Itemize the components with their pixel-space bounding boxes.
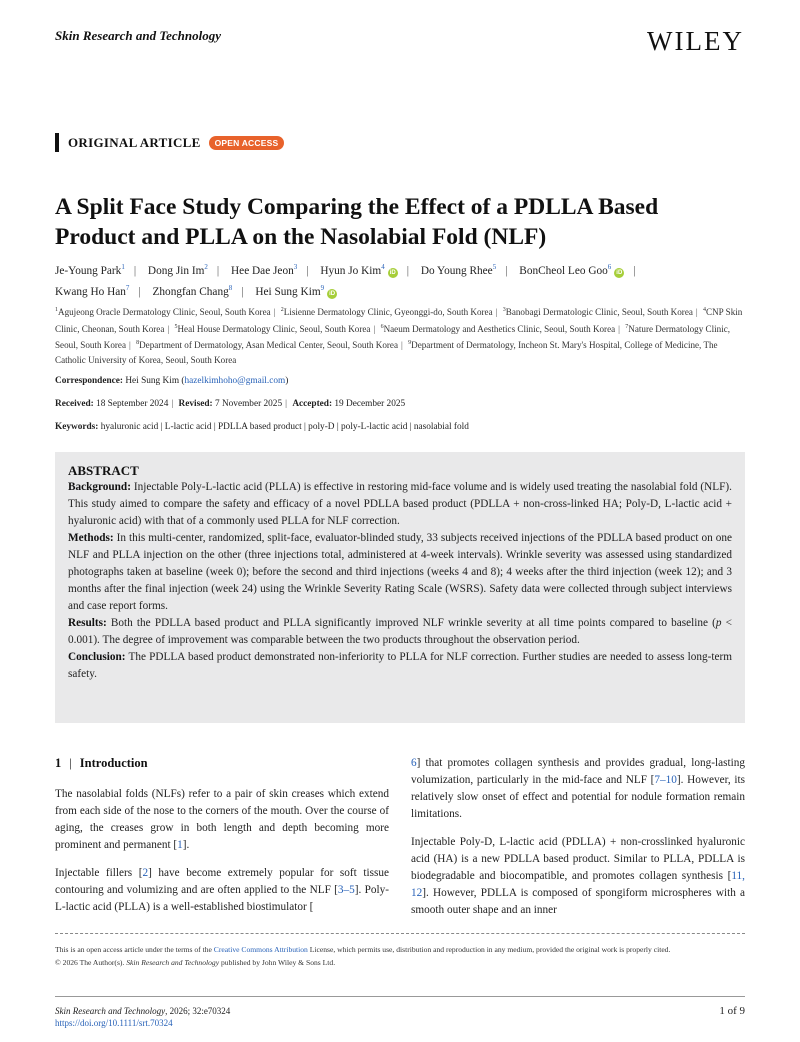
citation-link[interactable]: 2 — [142, 867, 149, 879]
affiliation: $^7$Nature Dermatology Clinic, Seoul, South Korea — [55, 323, 731, 351]
affiliation: $^4$CNP Skin Clinic, Cheonan, South Korea — [55, 307, 743, 334]
author[interactable]: BonCheol Leo Goo$^6$iD — [519, 263, 623, 277]
citation-link[interactable]: 6 — [411, 757, 417, 769]
author[interactable]: Hei Sung Kim$^9$iD — [255, 283, 336, 298]
publisher-logo: WILEY — [647, 26, 744, 56]
affiliation: $^8$Department of Dermatology, Asan Medical Center, Seoul, South Korea — [136, 340, 399, 351]
abstract-background: Background: Injectable Poly-L-lactic acid (PLLA) is effective in restoring mid-face volume and is widely used treating the nasolabial fold (NLF). This study aimed to compare the safety and efficacy of a novel PDLLA based product (PDLLA + non-cross-linked HA; Poly-D, L-lactic acid + hyaluronic acid) with that of a commonly used PLLA for NLF correction. — [68, 481, 732, 527]
citation-info: Skin Research and Technology, 2026; 32:e70324 https://doi.org/10.1111/srt.70324 — [55, 1006, 231, 1028]
abstract-conclusion: Conclusion: The PDLLA based product demonstrated non-inferiority to PLLA for NLF correction. Further studies are needed to assess long-term safety. — [68, 651, 733, 680]
citation-link[interactable]: 7–10 — [654, 774, 677, 786]
email-link[interactable]: hazelkimhoho@gmail.com — [184, 376, 286, 386]
affiliation: $^6$Naeum Dermatology and Aesthetics Clinic, Seoul, South Korea — [380, 323, 616, 334]
abstract-box — [55, 452, 745, 723]
title-line-2: Product and PLLA on the Nasolabial Fold (NLF) — [55, 224, 547, 250]
orcid-icon[interactable]: iD — [389, 269, 396, 276]
paragraph: 6] that promotes collagen synthesis and provides gradual, long-lasting volumization, particularly in the mid-face and NLF [7–10]. However, its relatively slow onset of effect and potential for nodule formation remain limitations. — [411, 757, 745, 820]
paragraph: Injectable Poly-D, L-lactic acid (PDLLA) + non-crosslinked hyaluronic acid (HA) is a new PDLLA based product. Similar to PLLA, PDLLA is biodegradable and biocompatible, and promotes collagen synthesis [11, 12]. However, PDLLA is composed of spongiform microspheres with a smooth outer shape and an inner — [411, 836, 745, 916]
affiliation: $^1$Agujeong Oracle Dermatology Clinic, Seoul, South Korea — [55, 307, 271, 318]
author[interactable]: Do Young Rhee$^5$ — [420, 263, 497, 277]
title-line-1: A Split Face Study Comparing the Effect of a PDLLA Based — [55, 194, 659, 220]
article-type-row — [55, 133, 284, 152]
journal-name: Skin Research and Technology — [55, 28, 222, 43]
paragraph: The nasolabial folds (NLFs) refer to a pair of skin creases which extend from each side of the nose to the corners of the mouth. Over the course of aging, the creases grow in both length and depth becoming more prominent and permanent [1]. — [55, 788, 389, 851]
body-column-right — [411, 755, 745, 930]
section-heading: 1 | Introduction — [55, 756, 148, 770]
affiliation: $^2$Lisienne Dermatology Clinic, Gyeonggi-do, South Korea — [280, 307, 493, 318]
affiliations: $^1$Agujeong Oracle Dermatology Clinic, Seoul, South Korea | $^2$Lisienne Dermatology Clinic, Gyeonggi-do, South Korea | $^3$Banobagi Dermatologic Clinic, Seoul, South Korea | $^4$CNP Skin Clinic, Cheonan, South Korea | $^5$Heal House Dermatology Clinic, Seoul, South Korea | $^6$Naeum Dermatology and Aesthetics Clinic, Seoul, South Korea | $^7$Nature Dermatology Clinic, Seoul, South Korea | $^8$Department of Dermatology, Asan Medical Center, Seoul, South Korea | $^9$Department of Dermatology, Incheon St. Mary's Hospital, College of Medicine, The Catholic University of Korea, Seoul, South Korea — [55, 307, 743, 365]
affiliation: $^5$Heal House Dermatology Clinic, Seoul, South Korea — [174, 323, 371, 334]
author-list: Je-Young Park$^1$ | Dong Jin Im$^2$ | Hee Dae Jeon$^3$ | Hyun Jo Kim$^4$iD | Do Young Rhee$^5$ | BonCheol Leo Goo$^6$iD | Kwang Ho Han$^7$ | Zhongfan Chang$^8$ | Hei Sung Kim$^9$iD — [55, 263, 636, 298]
correspondence: Correspondence: Hei Sung Kim (hazelkimhoho@gmail.com) — [55, 376, 289, 386]
abstract-heading: ABSTRACT — [68, 463, 139, 478]
footer-divider — [55, 996, 745, 997]
author[interactable]: Zhongfan Chang$^8$ — [152, 283, 233, 298]
paragraph: Injectable fillers [2] have become extremely popular for soft tissue contouring and volumizing and are often applied to the NLF [3–5]. Poly-L-lactic acid (PLLA) is a well-established biostimulator [ — [55, 867, 389, 913]
footnote-divider — [55, 933, 745, 934]
article-type-marker — [55, 133, 59, 152]
keywords: Keywords: hyaluronic acid | L-lactic acid | PDLLA based product | poly-D | poly-L-lactic acid | nasolabial fold — [55, 422, 469, 432]
license-link[interactable]: Creative Commons Attribution — [213, 945, 308, 954]
article-title — [55, 192, 755, 252]
body-column-left — [55, 755, 389, 927]
author[interactable]: Hee Dae Jeon$^3$ — [231, 263, 298, 277]
citation-link[interactable]: 11, 12 — [411, 870, 745, 899]
open-access-badge[interactable]: OPEN ACCESS — [209, 136, 285, 150]
citation-link[interactable]: 1 — [177, 839, 183, 851]
page-number: 1 of 9 — [719, 1005, 745, 1017]
abstract-results: Results: Both the PDLLA based product and PLLA significantly improved NLF wrinkle severity at all time points compared to baseline (p < 0.001). The degree of improvement was comparable between the two products throughout the observation period. — [68, 617, 732, 646]
doi-link[interactable]: https://doi.org/10.1111/srt.70324 — [55, 1018, 173, 1028]
abstract-methods: Methods: In this multi-center, randomized, split-face, evaluator-blinded study, 33 subjects received injections of the PDLLA based product on one NLF and PLLA injection on the other (three injections total, administered at 4-week intervals). Wrinkle severity was assessed using standardized photographs taken at baseline (week 0); before the second and third injections (weeks 4 and 8); 4 weeks after the third injection (week 12); and 3 months after the final injection (week 24) using the Wrinkle Severity Rating Scale (WSRS). Safety data were collected through subject interviews and case report forms. — [68, 532, 732, 612]
citation-link[interactable]: 3–5 — [337, 884, 355, 896]
author[interactable]: Hyun Jo Kim$^4$iD — [320, 263, 396, 277]
author[interactable]: Kwang Ho Han$^7$ — [55, 283, 130, 298]
affiliation: $^3$Banobagi Dermatologic Clinic, Seoul, South Korea — [502, 307, 693, 318]
license-note: This is an open access article under the terms of the Creative Commons Attribution License, which permits use, distribution and reproduction in any medium, provided the original work is properly cited. © 2026 The Author(s). Skin Research and Technology published by John Wiley & Sons Ltd. — [55, 945, 671, 967]
affiliation: $^9$Department of Dermatology, Incheon St. Mary's Hospital, College of Medicine, The Catholic University of Korea, Seoul, South Korea — [55, 340, 718, 365]
article-type: ORIGINAL ARTICLE — [68, 134, 201, 150]
orcid-icon[interactable]: iD — [616, 269, 623, 276]
author[interactable]: Dong Jin Im$^2$ — [147, 263, 208, 277]
author[interactable]: Je-Young Park$^1$ — [55, 263, 125, 277]
orcid-icon[interactable]: iD — [329, 290, 336, 297]
article-dates: Received: 18 September 2024 | Revised: 7 November 2025 | Accepted: 19 December 2025 — [55, 399, 406, 409]
